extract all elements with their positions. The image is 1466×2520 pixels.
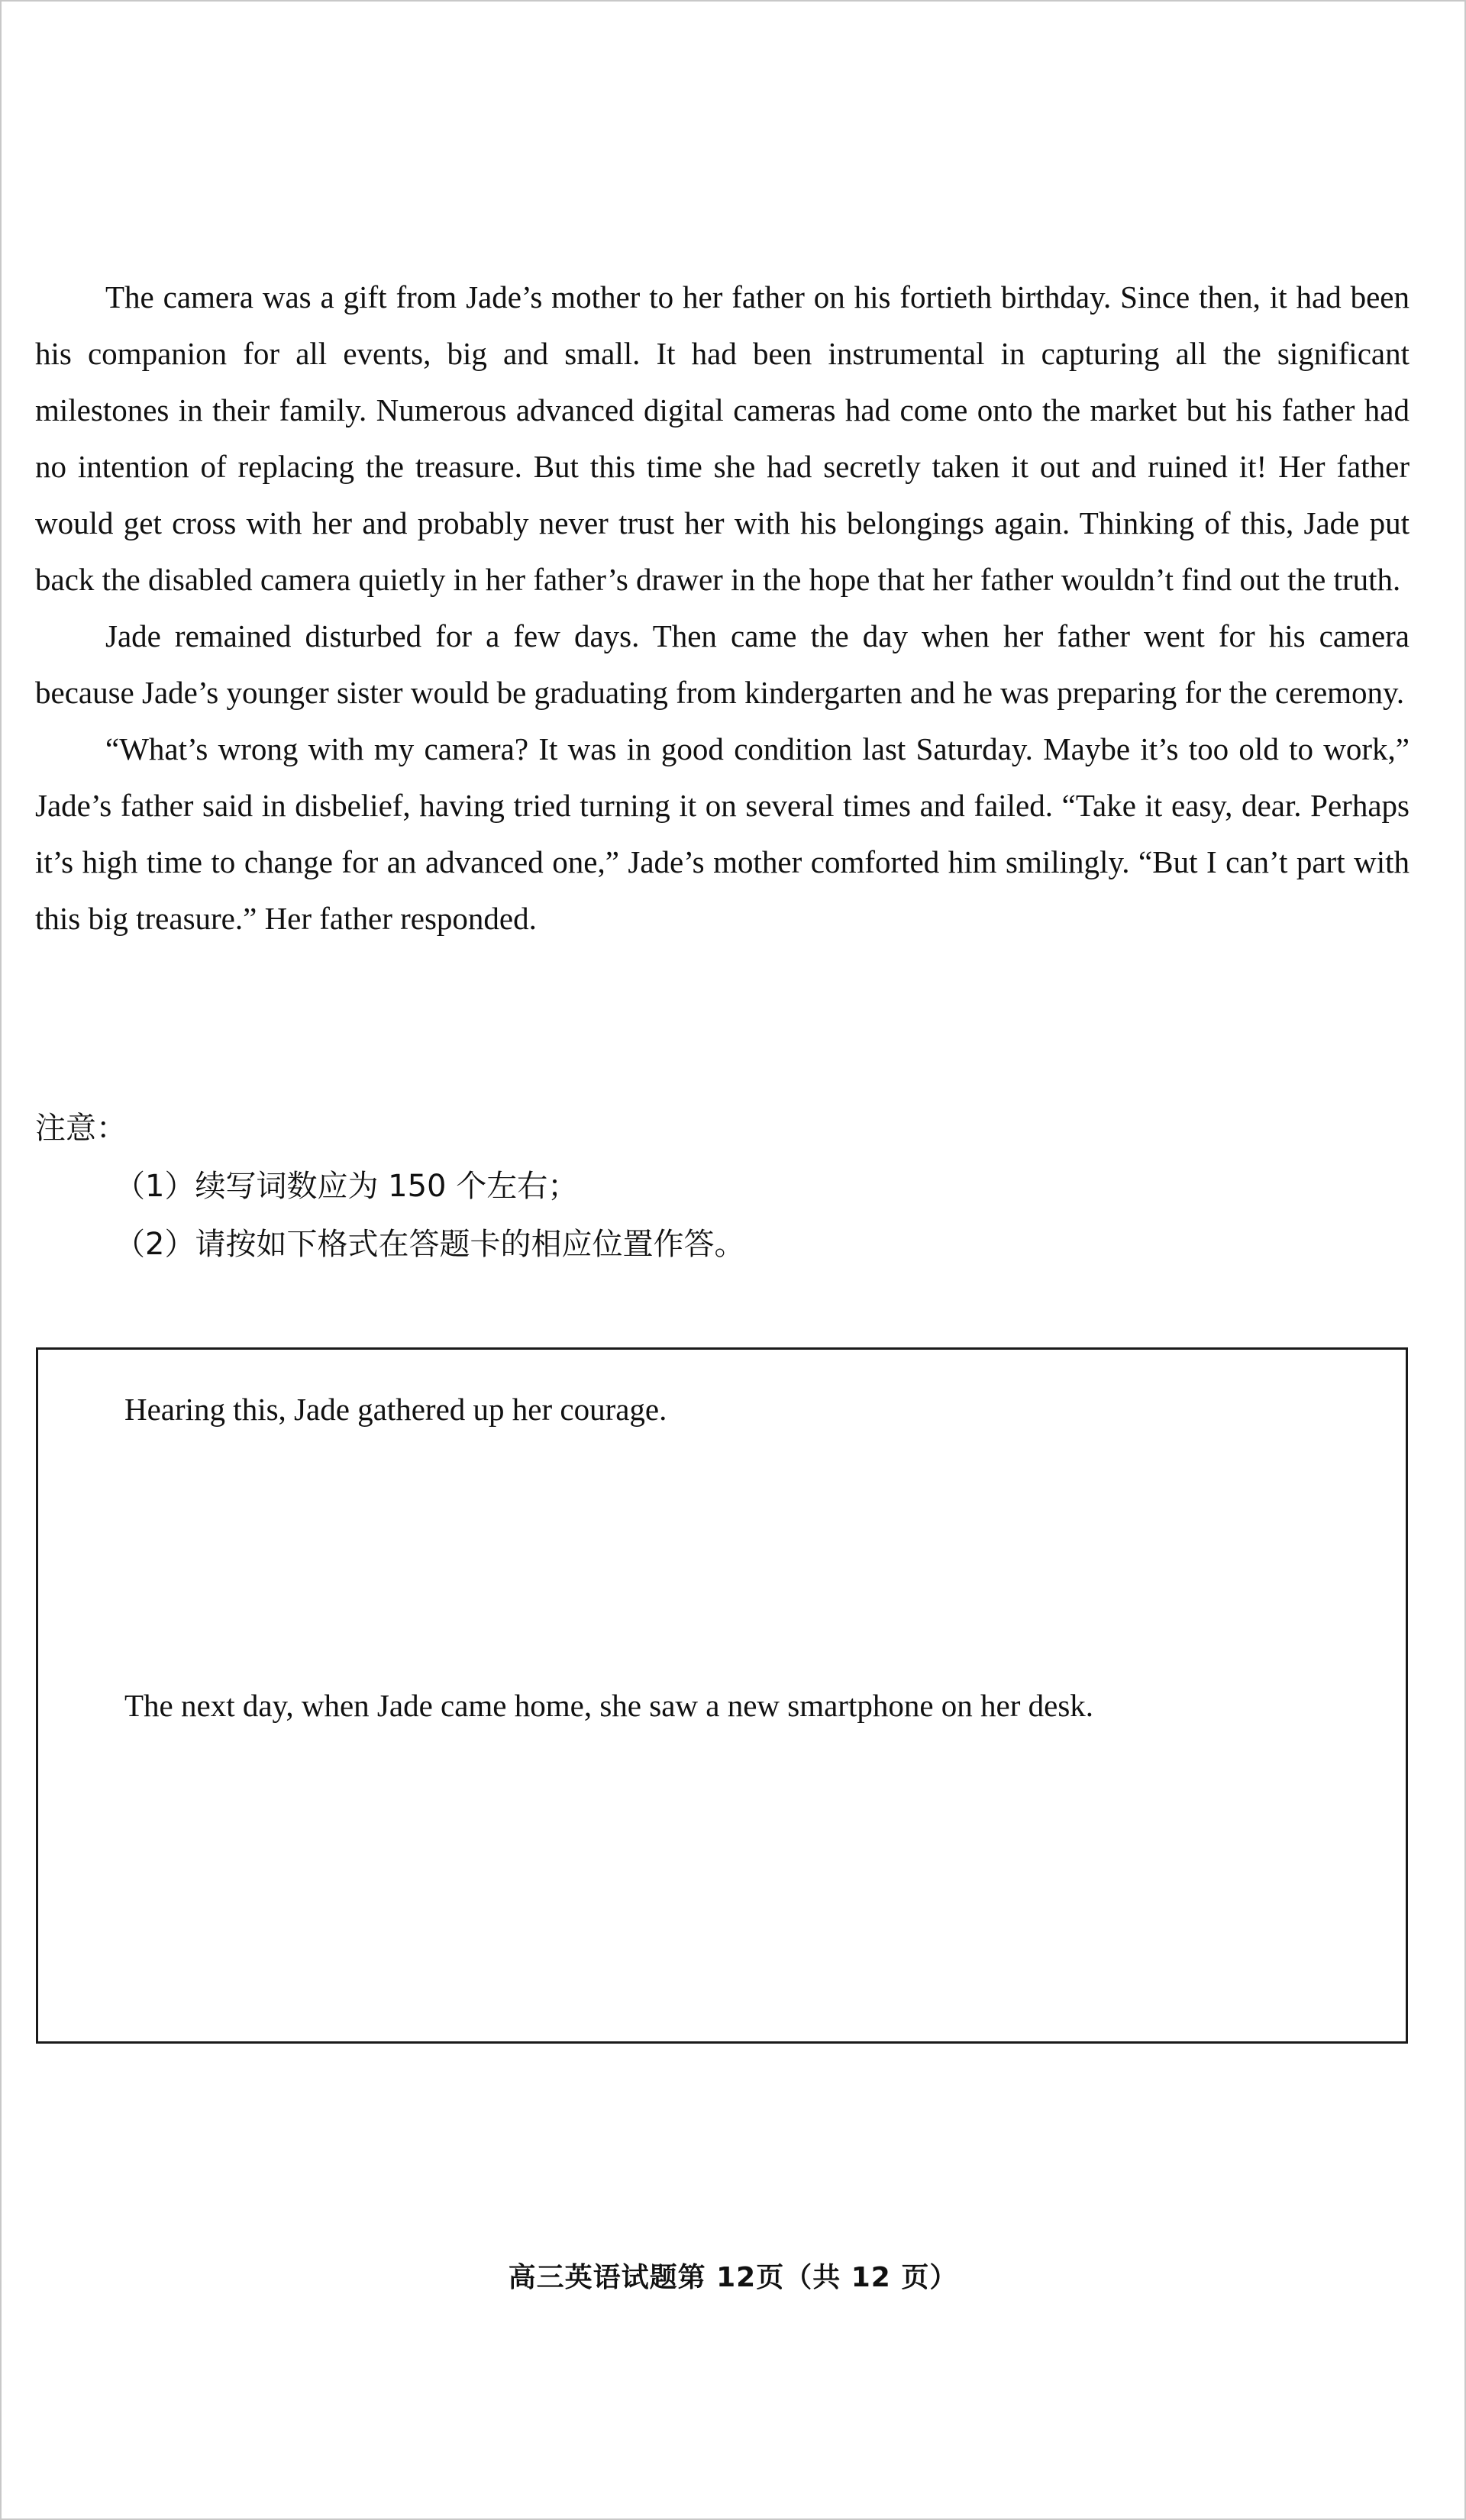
instruction-item-2: （2）请按如下格式在答题卡的相应位置作答。 [115,1227,745,1262]
instruction-item-1: （1）续写词数应为 150 个左右； [115,1169,579,1204]
page-footer: 高三英语试题第 12页（共 12 页） [508,2262,958,2293]
reading-passage [35,269,1409,947]
passage-paragraph-1: The camera was a gift from Jade’s mother to her father on his fortieth birthday. Since then, it had been his companion for all events, big and small. It had been instrumental in capturing all the significant milestones in their family. Numerous advanced digital cameras had come onto the market but his father had no intention of replacing the treasure. But this time she had secretly taken it out and ruined it! Her father would get cross with her and probably never trust her with his belongings again. Thinking of this, Jade put back the disabled camera quietly in her father’s drawer in the hope that her father wouldn’t find out the truth. [35,279,1409,597]
answer-format-box [36,1347,1408,2044]
continuation-start-line-2: The next day, when Jade came home, she saw a new smartphone on her desk. [124,1688,1094,1723]
passage-paragraph-2: Jade remained disturbed for a few days. Then came the day when her father went for his camera because Jade’s younger sister would be graduating from kindergarten and he was preparing for the ceremony. [35,618,1409,710]
instructions-title: 注意： [35,1111,127,1146]
passage-paragraph-3: “What’s wrong with my camera? It was in good condition last Saturday. Maybe it’s too old to work,” Jade’s father said in disbelief, having tried turning it on several times and failed. “Take it easy, dear. Perhaps it’s high time to change for an advanced one,” Jade’s mother comforted him smilingly. “But I can’t part with this big treasure.” Her father responded. [35,731,1409,936]
continuation-start-line-1: Hearing this, Jade gathered up her courage. [124,1392,667,1427]
instructions [35,1099,1104,1273]
